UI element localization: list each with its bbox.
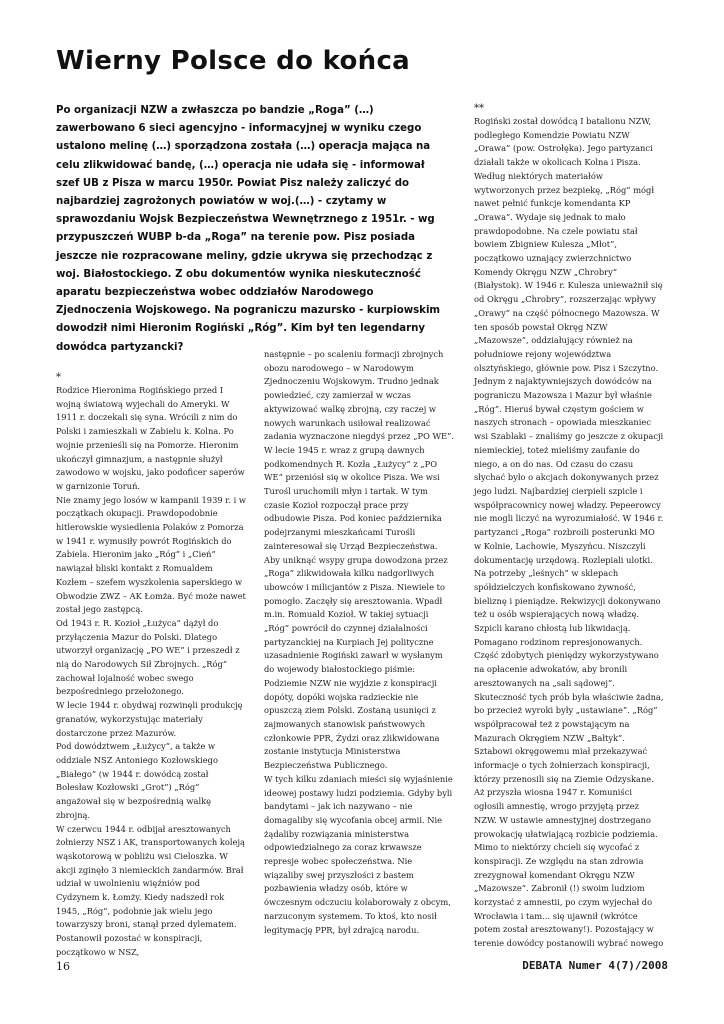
section-marker: ** xyxy=(474,103,484,114)
paragraph: W lecie 1944 r. obydwaj rozwinęli produkcję granatów, wykorzystując materiały dostarczone przez Mazurów. xyxy=(56,700,243,738)
magazine-issue: DEBATA Numer 4(7)/2008 xyxy=(522,959,668,972)
paragraph: W czerwcu 1944 r. odbijał aresztowanych żołnierzy NSZ i AK, transportowanych koleją wąskotorową w pobliżu wsi Cieloszka. W akcji zginęło 3 niemieckich żandarmów. Brał udział w uwolnieniu więźniów pod Cydzynem k. Łomży. Kiedy nadszedł rok 1945, „Róg”, podobnie jak wielu jego towarzyszy broni, stanął przed dylematem. Postanowił pozostać w konspiracji, początkowo w NSZ, xyxy=(56,823,245,957)
paragraph: następnie – po scaleniu formacji zbrojnych obozu narodowego – w Narodowym Zjednoczeniu Wojskowym. Trudno jednak powiedzieć, czy zamierzał w wczas aktywizować walkę zbrojną, czy raczej w nowych warunkach usiłował realizować zadania wyznaczone niegdyś przez „PO WE”. W lecie 1945 r. wraz z grupą dawnych podkomendnych R. Kozła „Łużycy” z „PO WE” przeniósł się w okolice Pisza. We wsi Turośl uruchomili młyn i tartak. W tym czasie Kozioł rozpoczął prace przy odbudowie Pisza. Pod koniec października podejrzanymi mieszkańcami Turośli zainteresował się Urząd Bezpieczeństwa. xyxy=(264,349,454,551)
paragraph: Rogiński został dowódcą I batalionu NZW, podległego Komendzie Powiatu NZW „Orawa” (pow. Ostrołęka). Jego partyzanci działali także w okolicach Kolna i Pisza. Według niektórych materiałów wytworzonych przez bezpiekę, „Róg” mógł nawet pełnić funkcje komendanta KP „Orawa”. Wydaje się jednak to mało prawdopodobne. Na czele powiatu stał bowiem Zbigniew Kulesza „Młot”, początkowo uznający zwierzchnictwo Komendy Okręgu NZW „Chrobry” (Białystok). W 1946 r. Kulesza unieważnił się od Okręgu „Chrobry”, rozszerzając wpływy „Orawy” na część północnego Mazowsza. W ten sposób powstał Okręg NZW „Mazowsze”, oddziałujący również na południowe rejony województwa olsztyńskiego, głównie pow. Pisz i Szczytno. xyxy=(474,116,663,373)
paragraph: Od 1943 r. R. Kozioł „Łużyca” dążył do przyłączenia Mazur do Polski. Dlatego utworzył organizację „PO WE” i przeszedł z nią do Narodowych Sił Zbrojnych. „Róg” zachował lojalność wobec swego bezpośredniego przełożonego. xyxy=(56,617,240,697)
article-lead: Po organizacji NZW a zwłaszcza po bandzie „Roga” (…) zawerbowano 6 sieci agencyjno - informacyjnej w wyniku czego ustalono melinę (…) sporządzona została (…) operacja mająca na celu zlikwidować bandę, (…) operacja nie udała się - informował szef UB z Pisza w marcu 1950r. Powiat Pisz należy zaliczyć do najbardziej zagrożonych powiatów w woj.(…) - czytamy w sprawozdaniu Wojsk Bezpieczeństwa Wewnętrznego z 1951r. - wg przypuszczeń WUBP b-da „Roga” na terenie pow. Pisz posiada jeszcze nie rozpracowane meliny, gdzie ukrywa się przechodząc z woj. Białostockiego. Z obu dokumentów wynika nieskuteczność aparatu bezpieczeństwa wobec oddziałów Narodowego Zjednoczenia Wojskowego. Na pograniczu mazursko - kurpiowskim dowodził nimi Hieronim Rogiński „Róg”. Kim był ten legendarny dowódca partyzancki? xyxy=(56,105,441,353)
paragraph: Aż przyszła wiosna 1947 r. Komuniści ogłosili amnestię, wrogo przyjętą przez NZW. W ustawie amnestyjnej dostrzegano prowokację ułatwiającą rozbicie podziemia. Mimo to niektórzy chcieli się wycofać z konspiracji. Ze względu na stan zdrowia zrezygnował komendant Okręgu NZW „Mazowsze”. Zabronił (!) swoim ludziom korzystać z amnestii, po czym wyjechał do Wrocławia i tam... się ujawnił (wkrótce potem został aresztowany!). Pozostający w terenie dowódcy postanowili wybrać nowego xyxy=(474,787,664,949)
section-marker: * xyxy=(56,372,61,383)
article-title: Wierny Polsce do końca xyxy=(56,46,411,76)
page-number: 16 xyxy=(56,960,70,973)
text-column-3 xyxy=(474,103,664,951)
paragraph: Aby uniknąć wsypy grupa dowodzona przez „Roga” zlikwidowała kilku nadgorliwych ubowców i milicjantów z Pisza. Niewiele to pomogło. Zaczęły się aresztowania. Wpadł m.in. Romuald Kozioł. W takiej sytuacji „Róg” powrócił do czynnej działalności partyzanckiej na Kurpiach Jej polityczne uzasadnienie Rogiński zawarł w wysłanym do wojewody białostockiego piśmie: Podziemie NZW nie wyjdzie z konspiracji dopóty, dopóki wojska radzieckie nie opuszczą ziem Polski. Zostaną usunięci z zajmowanych stanowisk państwowych członkowie PPR, Żydzi oraz zlikwidowana zostanie instytucja Ministerstwa Bezpieczeństwa Publicznego. xyxy=(264,554,448,771)
paragraph: Pod dowództwem „Łużycy”, a także w oddziale NSZ Antoniego Kozłowskiego „Białego” (w 1944 r. dowódcą został Bolesław Kozłowski „Grot”) „Róg” angażował się w bezpośrednią walkę zbrojną. xyxy=(56,741,218,820)
text-column-2 xyxy=(264,348,454,937)
paragraph: Jednym z najaktywniejszych dowódców na pograniczu Mazowsza i Mazur był właśnie „Róg”. Hieruś bywał częstym gościem w naszych stronach – opowiada mieszkaniec wsi Szablaki – znaliśmy go jeszcze z okupacji niemieckiej, toteż mieliśmy zaufanie do niego, a on do nas. Od czasu do czasu słychać było o akcjach dokonywanych przez jego ludzi. Najbardziej cierpieli szpicle i współpracownicy nowej władzy. Pepeerowcy nie mogli liczyć na wyrozumiałość. W 1946 r. partyzanci „Roga” rozbroili posterunki MO w Kolnie, Lachowie, Myszyńcu. Niszczyli dokumentację urzędową. Rozlepiali ulotki. Na potrzeby „leśnych” w sklepach spółdzielczych konfiskowano żywność, bieliznę i pieniądze. Rekwizycji dokonywano też u osób wspierających nową władzę. Szpicli karano chłostą lub likwidacją. Pomagano rodzinom represjonowanych. Część zdobytych pieniędzy wykorzystywano na opłacenie adwokatów, aby bronili aresztowanych na „sali sądowej”. Skuteczność tych prób była właściwie żadna, bo przecież wyroki były „ustawiane”. „Róg” współpracował też z powstającym na Mazurach Okręgiem NZW „Bałtyk”. Sztabowi okręgowemu miał przekazywać informacje o tych żołnierzach konspiracji, którzy przenosili się na Ziemie Odzyskane. xyxy=(474,376,664,784)
text-column-1 xyxy=(56,372,246,960)
paragraph: Rodzice Hieronima Rogińskiego przed I wojną światową wyjechali do Ameryki. W 1911 r. doczekali się syna. Wrócili z nim do Polski i zamieszkali w Zabielu k. Kolna. Po wojnie przenieśli się na Pomorze. Hieronim ukończył gimnazjum, a następnie służył zawodowo w wojsku, jako podoficer saperów w garnizonie Toruń. xyxy=(56,385,245,491)
paragraph: Nie znamy jego losów w kampanii 1939 r. i w początkach okupacji. Prawdopodobnie hitlerowskie wysiedlenia Polaków z Pomorza w 1941 r. wymusiły powrót Rogińskich do Zabiela. Hieronim jako „Róg” i „Cień” nawiązał bliski kontakt z Romualdem Kozłem – szefem wyszkolenia saperskiego w Obwodzie ZWZ – AK Łomża. Być może nawet został jego zastępcą. xyxy=(56,494,246,615)
paragraph: W tych kilku zdaniach mieści się wyjaśnienie ideowej postawy ludzi podziemia. Gdyby byli bandytami – jak ich nazywano – nie domagaliby się wycofania obcej armii. Nie żądaliby rozwiązania ministerstwa odpowiedzialnego za coraz krwawsze represje wobec społeczeństwa. Nie wiązaliby swej przyszłości z bastem pozbawienia władzy osób, które w ówczesnym odczuciu kolaborowały z obcym, narzuconym systemem. To ktoś, kto nosił legitymację PPR, był zdrajcą narodu. xyxy=(264,773,453,935)
